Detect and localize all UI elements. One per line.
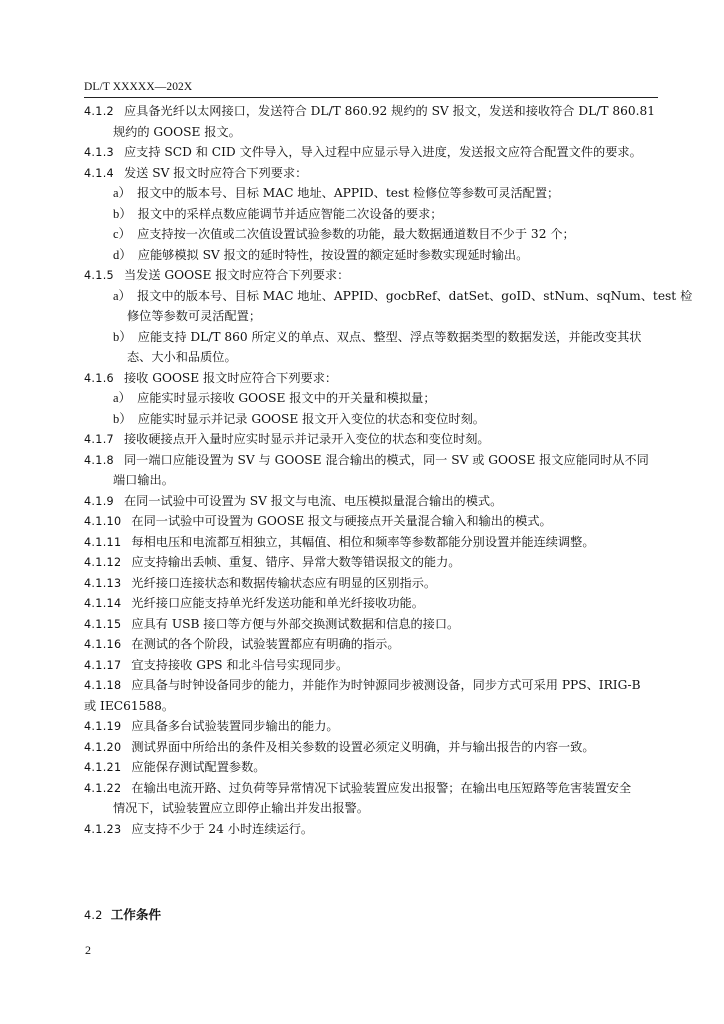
clause-text: 应具备光纤以太网接口，发送符合 DL/T 860.92 规约的 SV 报文，发送和接收符合 DL/T 860.81 [123, 104, 655, 118]
clause-number: 4.1.16 [84, 638, 122, 651]
list-item-marker: c） [113, 227, 132, 241]
clause-text: 应支持 SCD 和 CID 文件导入，导入过程中应显示导入进度，发送报文应符合配置文件的要求。 [123, 145, 642, 159]
clause-line [84, 101, 660, 122]
clause-line [84, 306, 660, 327]
clause-number: 4.1.7 [84, 433, 114, 446]
clause-number: 4.1.18 [84, 679, 122, 692]
clause-line [84, 388, 660, 409]
clause-line [84, 470, 660, 491]
clause-number: 4.1.10 [84, 515, 122, 528]
clause-text: 应能够模拟 SV 报文的延时特性，按设置的额定延时参数实现延时输出。 [137, 247, 529, 262]
clause-text: 应能实时显示接收 GOOSE 报文中的开关量和模拟量； [137, 391, 436, 405]
clause-number: 4.1.8 [84, 453, 114, 467]
clause-number: 4.1.17 [84, 658, 122, 672]
section-heading [84, 904, 161, 923]
clause-number: 4.1.9 [84, 494, 114, 508]
clause-line [84, 819, 660, 840]
header-divider [84, 97, 658, 98]
list-item-marker: d） [113, 247, 132, 262]
clause-line [84, 163, 660, 184]
clause-text: 在输出电流开路、过负荷等异常情况下试验装置应发出报警；在输出电压短路等危害装置安全 [131, 780, 632, 795]
clause-text: 应支持按一次值或二次值设置试验参数的功能，最大数据通道数目不少于 32 个； [137, 227, 575, 241]
clause-number: 4.1.12 [84, 556, 122, 569]
clause-line [84, 286, 693, 307]
clause-line [84, 327, 660, 348]
list-item-marker: b） [113, 411, 132, 426]
clause-text: 接收硬接点开入量时应实时显示并记录开入变位的状态和变位时刻。 [123, 432, 490, 446]
clause-text: 情况下，试验装置应立即停止输出并发出报警。 [113, 801, 369, 815]
clause-text: 光纤接口应能支持单光纤发送功能和单光纤接收功能。 [131, 596, 424, 610]
clause-line [84, 532, 660, 553]
clause-line [84, 634, 660, 655]
clause-line [84, 450, 660, 471]
clause-line [84, 204, 660, 225]
clause-text: 报文中的版本号、目标 MAC 地址、APPID、test 检修位等参数可灵活配置； [137, 186, 560, 200]
clause-number: 4.1.21 [84, 761, 122, 774]
clause-line [84, 122, 660, 143]
clause-text: 应能实时显示并记录 GOOSE 报文开入变位的状态和变位时刻。 [137, 411, 485, 426]
page-number: 2 [85, 943, 91, 957]
clause-line [84, 778, 660, 799]
clause-number: 4.1.15 [84, 617, 122, 631]
clause-line [84, 655, 660, 676]
clause-text: 态、大小和品质位。 [127, 350, 237, 364]
clause-line [84, 511, 660, 532]
list-item-marker: b） [113, 329, 132, 344]
clause-number: 4.1.22 [84, 781, 122, 795]
clause-line [84, 737, 660, 758]
list-item-marker: a） [113, 391, 132, 405]
clause-line [84, 675, 660, 696]
clause-text: 当发送 GOOSE 报文时应符合下列要求： [123, 268, 350, 282]
clause-text: 报文中的版本号、目标 MAC 地址、APPID、gocbRef、datSet、goID、stNum、sqNum、test 检 [137, 288, 693, 303]
clause-number: 4.1.4 [84, 166, 114, 180]
clause-text: 每相电压和电流都互相独立，其幅值、相位和频率等参数都能分别设置并能连续调整。 [131, 534, 595, 549]
clause-text: 规约的 GOOSE 报文。 [113, 124, 241, 139]
clause-text: 测试界面中所给出的条件及相关参数的设置必须定义明确，并与输出报告的内容一致。 [131, 739, 595, 754]
clause-text: 修位等参数可灵活配置； [127, 309, 262, 323]
clause-text: 光纤接口连接状态和数据传输状态应有明显的区别指示。 [131, 575, 437, 590]
clause-number: 4.1.20 [84, 740, 122, 754]
clause-number: 4.1.2 [84, 105, 114, 118]
section-title: 工作条件 [110, 907, 162, 922]
clause-number: 4.1.14 [84, 597, 122, 610]
clause-text: 报文中的采样点数应能调节并适应智能二次设备的要求； [137, 206, 443, 221]
document-code-header: DL/T XXXXX—202X [84, 81, 193, 93]
clause-text: 应具备多台试验装置同步输出的能力。 [131, 719, 339, 733]
clause-text: 应支持不少于 24 小时连续运行。 [131, 821, 314, 836]
clause-line [84, 245, 660, 266]
clause-text: 或 IEC61588。 [84, 698, 175, 713]
clause-line [84, 429, 660, 450]
list-item-marker: b） [113, 206, 132, 221]
list-item-marker: a） [113, 288, 132, 303]
clause-text: 发送 SV 报文时应符合下列要求： [123, 165, 308, 180]
clause-text: 同一端口应能设置为 SV 与 GOOSE 混合输出的模式，同一 SV 或 GOOSE 报文应能同时从不同 [123, 452, 649, 467]
clause-text: 应能支持 DL/T 860 所定义的单点、双点、整型、浮点等数据类型的数据发送，并能改变其状 [137, 329, 642, 344]
clause-line [84, 265, 660, 286]
clause-number: 4.1.3 [84, 146, 114, 159]
clause-text: 接收 GOOSE 报文时应符合下列要求： [123, 370, 338, 385]
clause-line [84, 573, 660, 594]
clause-line [84, 142, 660, 163]
clause-text: 在同一试验中可设置为 GOOSE 报文与硬接点开关量混合输入和输出的模式。 [131, 514, 552, 528]
clause-list [84, 101, 693, 839]
clause-number: 4.1.23 [84, 822, 122, 836]
clause-line [84, 696, 660, 717]
clause-number: 4.1.6 [84, 371, 114, 385]
clause-line [84, 716, 660, 737]
clause-line [84, 409, 660, 430]
clause-line [84, 552, 660, 573]
section-number: 4.2 [84, 909, 103, 922]
clause-line [84, 224, 660, 245]
clause-text: 端口输出。 [113, 473, 174, 487]
clause-line [84, 347, 660, 368]
clause-text: 应具备与时钟设备同步的能力，并能作为时钟源同步被测设备，同步方式可采用 PPS、IRIG-B [131, 678, 641, 692]
clause-text: 应支持输出丢帧、重复、错序、异常大数等错误报文的能力。 [131, 555, 461, 569]
clause-line [84, 183, 660, 204]
clause-line [84, 614, 660, 635]
clause-number: 4.1.19 [84, 720, 122, 733]
list-item-marker: a） [113, 186, 132, 200]
clause-text: 应具有 USB 接口等方便与外部交换测试数据和信息的接口。 [131, 616, 460, 631]
clause-line [84, 593, 660, 614]
clause-line [84, 757, 660, 778]
clause-number: 4.1.11 [84, 535, 122, 549]
clause-line [84, 491, 660, 512]
clause-text: 在同一试验中可设置为 SV 报文与电流、电压模拟量混合输出的模式。 [123, 493, 503, 508]
clause-text: 宜支持接收 GPS 和北斗信号实现同步。 [131, 657, 349, 672]
clause-line [84, 798, 660, 819]
clause-text: 应能保存测试配置参数。 [131, 760, 266, 774]
clause-text: 在测试的各个阶段，试验装置都应有明确的指示。 [131, 637, 400, 651]
clause-number: 4.1.5 [84, 269, 114, 282]
clause-line [84, 368, 660, 389]
clause-number: 4.1.13 [84, 576, 122, 590]
